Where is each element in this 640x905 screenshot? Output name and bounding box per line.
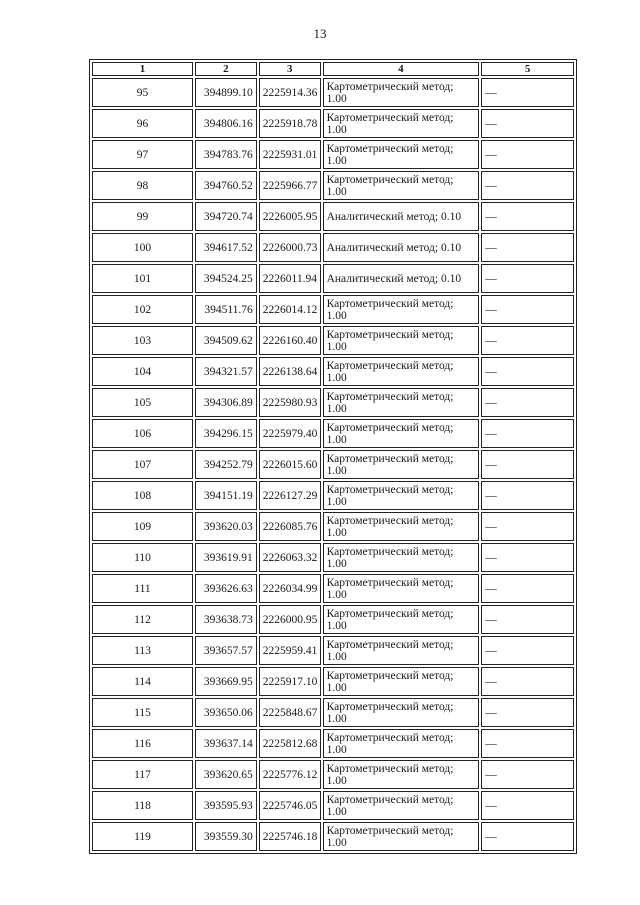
point-number-cell: 117 — [92, 760, 193, 789]
point-number-cell: 113 — [92, 636, 193, 665]
x-coordinate-cell: 394760.52 — [195, 171, 257, 200]
table-row — [92, 512, 574, 541]
point-number-cell: 101 — [92, 264, 193, 293]
x-coordinate-cell: 393669.95 — [195, 667, 257, 696]
description-cell: — — [481, 822, 574, 851]
page-number: 13 — [313, 26, 327, 41]
method-cell: Картометрический метод; 1.00 — [323, 760, 480, 789]
coordinates-table — [89, 59, 577, 854]
description-cell: — — [481, 481, 574, 510]
y-coordinate-cell: 2225776.12 — [259, 760, 321, 789]
description-cell: — — [481, 233, 574, 262]
point-number-cell: 105 — [92, 388, 193, 417]
description-cell: — — [481, 295, 574, 324]
point-number-cell: 98 — [92, 171, 193, 200]
description-cell: — — [481, 667, 574, 696]
column-header: 3 — [259, 62, 321, 76]
y-coordinate-cell: 2226014.12 — [259, 295, 321, 324]
method-cell: Аналитический метод; 0.10 — [323, 264, 480, 293]
x-coordinate-cell: 394806.16 — [195, 109, 257, 138]
description-cell: — — [481, 760, 574, 789]
description-cell: — — [481, 202, 574, 231]
table-row — [92, 171, 574, 200]
y-coordinate-cell: 2226005.95 — [259, 202, 321, 231]
y-coordinate-cell: 2226000.95 — [259, 605, 321, 634]
description-cell: — — [481, 140, 574, 169]
y-coordinate-cell: 2226085.76 — [259, 512, 321, 541]
x-coordinate-cell: 394321.57 — [195, 357, 257, 386]
method-cell: Картометрический метод; 1.00 — [323, 698, 480, 727]
table-row — [92, 543, 574, 572]
method-cell: Картометрический метод; 1.00 — [323, 667, 480, 696]
table-row — [92, 264, 574, 293]
table-row — [92, 295, 574, 324]
description-cell: — — [481, 636, 574, 665]
column-header: 2 — [195, 62, 257, 76]
y-coordinate-cell: 2225918.78 — [259, 109, 321, 138]
x-coordinate-cell: 394899.10 — [195, 78, 257, 107]
method-cell: Картометрический метод; 1.00 — [323, 481, 480, 510]
x-coordinate-cell: 394151.19 — [195, 481, 257, 510]
x-coordinate-cell: 393619.91 — [195, 543, 257, 572]
description-cell: — — [481, 326, 574, 355]
y-coordinate-cell: 2225812.68 — [259, 729, 321, 758]
x-coordinate-cell: 393559.30 — [195, 822, 257, 851]
point-number-cell: 97 — [92, 140, 193, 169]
x-coordinate-cell: 393637.14 — [195, 729, 257, 758]
method-cell: Картометрический метод; 1.00 — [323, 388, 480, 417]
point-number-cell: 104 — [92, 357, 193, 386]
method-cell: Картометрический метод; 1.00 — [323, 326, 480, 355]
y-coordinate-cell: 2225979.40 — [259, 419, 321, 448]
table-row — [92, 419, 574, 448]
x-coordinate-cell: 393620.65 — [195, 760, 257, 789]
y-coordinate-cell: 2226160.40 — [259, 326, 321, 355]
point-number-cell: 106 — [92, 419, 193, 448]
x-coordinate-cell: 394524.25 — [195, 264, 257, 293]
point-number-cell: 108 — [92, 481, 193, 510]
method-cell: Аналитический метод; 0.10 — [323, 202, 480, 231]
method-cell: Картометрический метод; 1.00 — [323, 543, 480, 572]
method-cell: Картометрический метод; 1.00 — [323, 419, 480, 448]
x-coordinate-cell: 394617.52 — [195, 233, 257, 262]
y-coordinate-cell: 2226138.64 — [259, 357, 321, 386]
y-coordinate-cell: 2225917.10 — [259, 667, 321, 696]
table-row — [92, 698, 574, 727]
table-row — [92, 822, 574, 851]
point-number-cell: 119 — [92, 822, 193, 851]
y-coordinate-cell: 2225966.77 — [259, 171, 321, 200]
y-coordinate-cell: 2226011.94 — [259, 264, 321, 293]
description-cell: — — [481, 605, 574, 634]
x-coordinate-cell: 394296.15 — [195, 419, 257, 448]
description-cell: — — [481, 109, 574, 138]
x-coordinate-cell: 393638.73 — [195, 605, 257, 634]
table-row — [92, 357, 574, 386]
x-coordinate-cell: 394509.62 — [195, 326, 257, 355]
table-row — [92, 791, 574, 820]
method-cell: Картометрический метод; 1.00 — [323, 450, 480, 479]
y-coordinate-cell: 2225848.67 — [259, 698, 321, 727]
point-number-cell: 115 — [92, 698, 193, 727]
description-cell: — — [481, 698, 574, 727]
table-row — [92, 140, 574, 169]
method-cell: Картометрический метод; 1.00 — [323, 605, 480, 634]
column-header: 5 — [481, 62, 574, 76]
table-row — [92, 729, 574, 758]
point-number-cell: 100 — [92, 233, 193, 262]
description-cell: — — [481, 78, 574, 107]
table-row — [92, 326, 574, 355]
method-cell: Картометрический метод; 1.00 — [323, 295, 480, 324]
method-cell: Картометрический метод; 1.00 — [323, 791, 480, 820]
method-cell: Картометрический метод; 1.00 — [323, 822, 480, 851]
y-coordinate-cell: 2225959.41 — [259, 636, 321, 665]
point-number-cell: 116 — [92, 729, 193, 758]
x-coordinate-cell: 393626.63 — [195, 574, 257, 603]
x-coordinate-cell: 394252.79 — [195, 450, 257, 479]
y-coordinate-cell: 2225980.93 — [259, 388, 321, 417]
point-number-cell: 118 — [92, 791, 193, 820]
point-number-cell: 99 — [92, 202, 193, 231]
point-number-cell: 114 — [92, 667, 193, 696]
description-cell: — — [481, 264, 574, 293]
point-number-cell: 96 — [92, 109, 193, 138]
description-cell: — — [481, 543, 574, 572]
description-cell: — — [481, 388, 574, 417]
x-coordinate-cell: 394720.74 — [195, 202, 257, 231]
table-row — [92, 481, 574, 510]
method-cell: Картометрический метод; 1.00 — [323, 78, 480, 107]
x-coordinate-cell: 393595.93 — [195, 791, 257, 820]
point-number-cell: 107 — [92, 450, 193, 479]
method-cell: Аналитический метод; 0.10 — [323, 233, 480, 262]
table-row — [92, 78, 574, 107]
table-row — [92, 605, 574, 634]
description-cell: — — [481, 171, 574, 200]
table-row — [92, 202, 574, 231]
table-header-row — [92, 62, 574, 76]
method-cell: Картометрический метод; 1.00 — [323, 636, 480, 665]
table-row — [92, 760, 574, 789]
point-number-cell: 95 — [92, 78, 193, 107]
method-cell: Картометрический метод; 1.00 — [323, 729, 480, 758]
x-coordinate-cell: 394511.76 — [195, 295, 257, 324]
y-coordinate-cell: 2225931.01 — [259, 140, 321, 169]
table-row — [92, 109, 574, 138]
method-cell: Картометрический метод; 1.00 — [323, 357, 480, 386]
table-row — [92, 636, 574, 665]
y-coordinate-cell: 2225914.36 — [259, 78, 321, 107]
x-coordinate-cell: 394306.89 — [195, 388, 257, 417]
y-coordinate-cell: 2225746.05 — [259, 791, 321, 820]
y-coordinate-cell: 2225746.18 — [259, 822, 321, 851]
table-row — [92, 574, 574, 603]
description-cell: — — [481, 450, 574, 479]
description-cell: — — [481, 729, 574, 758]
table-row — [92, 667, 574, 696]
x-coordinate-cell: 393620.03 — [195, 512, 257, 541]
table-row — [92, 450, 574, 479]
x-coordinate-cell: 393650.06 — [195, 698, 257, 727]
description-cell: — — [481, 574, 574, 603]
point-number-cell: 112 — [92, 605, 193, 634]
column-header: 1 — [92, 62, 193, 76]
y-coordinate-cell: 2226063.32 — [259, 543, 321, 572]
point-number-cell: 102 — [92, 295, 193, 324]
y-coordinate-cell: 2226034.99 — [259, 574, 321, 603]
method-cell: Картометрический метод; 1.00 — [323, 512, 480, 541]
x-coordinate-cell: 394783.76 — [195, 140, 257, 169]
description-cell: — — [481, 419, 574, 448]
point-number-cell: 110 — [92, 543, 193, 572]
description-cell: — — [481, 791, 574, 820]
point-number-cell: 109 — [92, 512, 193, 541]
point-number-cell: 103 — [92, 326, 193, 355]
y-coordinate-cell: 2226000.73 — [259, 233, 321, 262]
method-cell: Картометрический метод; 1.00 — [323, 109, 480, 138]
description-cell: — — [481, 357, 574, 386]
x-coordinate-cell: 393657.57 — [195, 636, 257, 665]
y-coordinate-cell: 2226015.60 — [259, 450, 321, 479]
y-coordinate-cell: 2226127.29 — [259, 481, 321, 510]
description-cell: — — [481, 512, 574, 541]
table-row — [92, 388, 574, 417]
table-body — [92, 62, 574, 851]
table-row — [92, 233, 574, 262]
point-number-cell: 111 — [92, 574, 193, 603]
column-header: 4 — [323, 62, 480, 76]
method-cell: Картометрический метод; 1.00 — [323, 171, 480, 200]
method-cell: Картометрический метод; 1.00 — [323, 140, 480, 169]
method-cell: Картометрический метод; 1.00 — [323, 574, 480, 603]
